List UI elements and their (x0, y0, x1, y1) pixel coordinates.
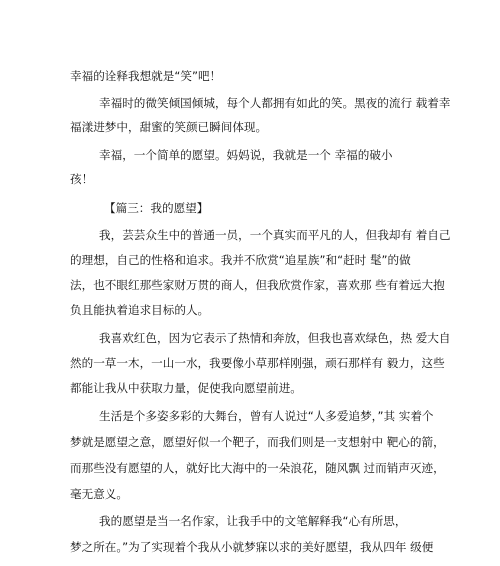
text-line: 幸福时的微笑倾国倾城，每个人都拥有如此的笑。黑夜的流行 载着幸 (99, 96, 451, 110)
text-line: 毫无意义。 (70, 487, 128, 501)
text-line: 幸福的诠释我想就是“笑”吧！ (70, 69, 222, 83)
text-line: 梦之所在。”为了实现着个我从小就梦寐以求的美好愿望，我从四年 级便 (70, 540, 434, 554)
text-line: 我喜欢红色，因为它表示了热情和奔放，但我也喜欢绿色，热 爱大自 (99, 331, 451, 345)
text-line: 梦就是愿望之意，愿望好似一个靶子，而我们则是一支想射中 靶心的箭， (70, 435, 445, 449)
text-line: 然的一草一木，一山一水，我要像小草那样刚强，顽石那样有 毅力，这些 (70, 356, 445, 370)
text-line: 生活是个多姿多彩的大舞台，曾有人说过“人多爱追梦，”其 实着个 (99, 409, 434, 423)
text-line: 我的愿望是当一名作家，让我手中的文笔解释我“心有所思， (99, 514, 407, 528)
text-line: 的理想，自己的性格和追求。我并不欣赏“追星族”和“赶时 髦”的做 (70, 253, 411, 267)
text-line: 孩！ (70, 172, 94, 186)
text-line: 我，芸芸众生中的普通一员，一个真实而平凡的人，但我却有 着自己 (99, 228, 451, 242)
text-line: 福漾进梦中，甜蜜的笑颜已瞬间体现。 (70, 120, 268, 134)
text-line: 法，也不眼红那些家财万贯的商人，但我欣赏作家，喜欢那 些有着远大抱 (70, 278, 445, 292)
text-line: 幸福，一个简单的愿望。妈妈说，我就是一个 幸福的破小 (99, 148, 393, 162)
text-line: 负且能执着追求目标的人。 (70, 303, 210, 317)
text-line: 都能让我从中获取力量，促使我向愿望前进。 (70, 381, 302, 395)
text-line: 而那些没有愿望的人，就好比大海中的一朵浪花，随风飘 过而销声灭迹， (70, 461, 445, 475)
section-heading: 【篇三：我的愿望】 (104, 201, 209, 215)
